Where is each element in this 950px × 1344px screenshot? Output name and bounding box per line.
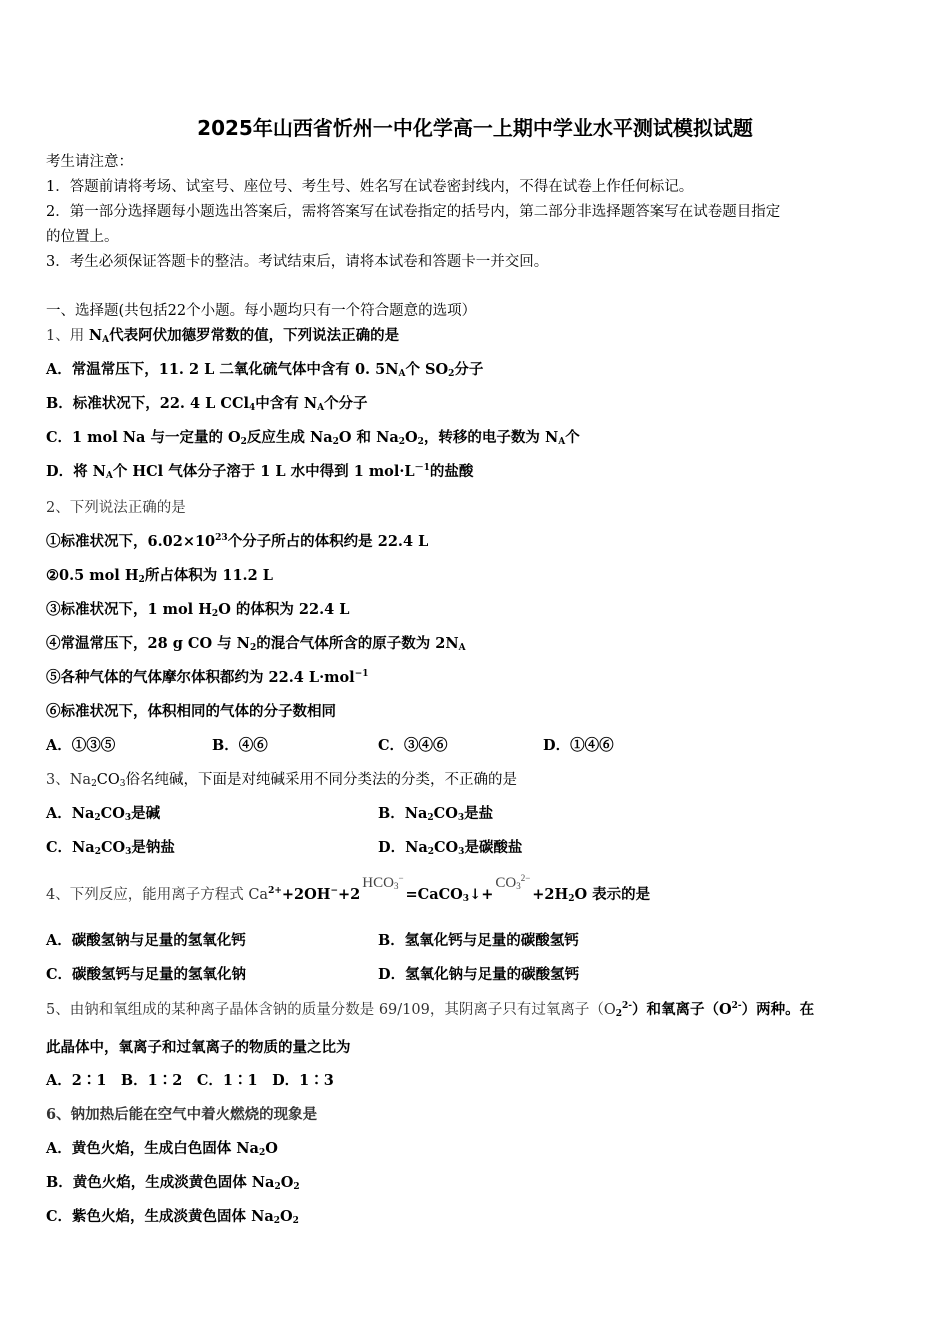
question-6-option-b: B．黄色火焰，生成淡黄色固体 $Na_2O_2$ <box>46 1174 300 1192</box>
question-2-statement-1: ①标准状况下，$6.02\times 10^{23}$个分子所占的体积约是 22.4 L <box>46 533 429 550</box>
question-6-stem: 6、钠加热后能在空气中着火燃烧的现象是 <box>46 1106 318 1123</box>
question-6-option-c: C．紫色火焰，生成淡黄色固体 $Na_2O_2$ <box>46 1208 299 1226</box>
question-2-statement-4: ④常温常压下，28 g CO 与 $N_2$的混合气体所含的原子数为 $2N_A$ <box>46 635 466 653</box>
notice-item-3: 3．考生必须保证答题卡的整洁。考试结束后，请将本试卷和答题卡一并交回。 <box>46 254 549 270</box>
question-1-option-b: B．标准状况下，22. 4 L CCl$_4$中含有 $N_A$个分子 <box>46 395 368 413</box>
question-2-option-a: A．①③⑤ <box>46 737 116 754</box>
carbonate-ion-formula: $CO_3^{2-}$ <box>495 873 531 891</box>
section-heading: 一、选择题(共包括22个小题。每小题均只有一个符合题意的选项） <box>46 303 477 319</box>
question-5-stem-line-2: 此晶体中，氧离子和过氧离子的物质的量之比为 <box>46 1039 351 1056</box>
question-2-stem: 2、下列说法正确的是 <box>46 500 186 516</box>
question-2-option-d: D．①④⑥ <box>543 737 614 754</box>
question-3-option-d: D．$Na_2CO_3$是碳酸盐 <box>378 839 523 857</box>
question-1-stem: 1、用 $N_A$代表阿伏加德罗常数的值，下列说法正确的是 <box>46 327 400 345</box>
question-1-option-c: C．1 mol Na 与一定量的 $O_2$反应生成 $Na_2O$ 和 $Na_2O_2$，转移的电子数为 $N_A$个 <box>46 429 580 447</box>
question-5-stem-line-1: 5、由钠和氧组成的某种离子晶体含钠的质量分数是 69/109，其阴离子只有过氧离子$(O_2^{2-})$和氧离子$(O^{2-})$两种。在 <box>46 1001 815 1019</box>
question-4-option-c: C．碳酸氢钙与足量的氢氧化钠 <box>46 966 247 983</box>
question-6-option-a: A．黄色火焰，生成白色固体 $Na_2O$ <box>46 1140 278 1158</box>
question-4-stem: 4、下列反应，能用离子方程式 $Ca^{2+}+2OH^-+2HCO_3^-=CaCO_3↓+CO_3^{2-}+2H_2O$ 表示的是 <box>46 873 651 904</box>
question-4-option-d: D．氢氧化钠与足量的碳酸氢钙 <box>378 966 580 983</box>
notice-item-2-cont: 的位置上。 <box>46 229 119 245</box>
question-2-statement-5: ⑤各种气体的气体摩尔体积都约为 22.4 L·mol$^{-1}$ <box>46 669 369 686</box>
question-2-statement-6: ⑥标准状况下，体积相同的气体的分子数相同 <box>46 703 336 720</box>
bicarbonate-ion-formula: $HCO_3^-$ <box>362 873 404 891</box>
question-2-statement-2: ②0.5 mol $H_2$所占体积为 11.2 L <box>46 567 273 585</box>
question-3-option-c: C．$Na_2CO_3$是钠盐 <box>46 839 175 857</box>
question-3-stem: 3、$Na_2CO_3$俗名纯碱，下面是对纯碱采用不同分类法的分类，不正确的是 <box>46 772 518 789</box>
notice-item-1: 1．答题前请将考场、试室号、座位号、考生号、姓名写在试卷密封线内，不得在试卷上作任何标记。 <box>46 179 694 195</box>
question-2-option-c: C．③④⑥ <box>378 737 448 754</box>
question-1-option-a: A．常温常压下，11. 2 L 二氧化硫气体中含有 0. $5N_A$个 $SO_2$分子 <box>46 361 484 379</box>
question-4-option-a: A．碳酸氢钠与足量的氢氧化钙 <box>46 932 246 949</box>
question-4-option-b: B．氢氧化钙与足量的碳酸氢钙 <box>378 932 579 949</box>
notice-item-2: 2．第一部分选择题每小题选出答案后，需将答案写在试卷指定的括号内，第二部分非选择题答案写在试卷题目指定 <box>46 204 781 220</box>
question-3-option-b: B．$Na_2CO_3$是盐 <box>378 805 494 823</box>
page-title: 2025年山西省忻州一中化学高一上期中学业水平测试模拟试题 <box>197 116 753 140</box>
question-5-options: A．2∶1 B．1∶2 C．1∶1 D．1∶3 <box>46 1072 334 1089</box>
question-3-option-a: A．$Na_2CO_3$是碱 <box>46 805 161 823</box>
question-2-option-b: B．④⑥ <box>212 737 268 754</box>
question-1-option-d: D．将 $N_A$个 HCl 气体分子溶于 1 L 水中得到 1 $mol\cdot L^{-1}$的盐酸 <box>46 463 474 481</box>
notice-heading: 考生请注意： <box>46 154 133 170</box>
question-2-statement-3: ③标准状况下，1 mol $H_2O$ 的体积为 22.4 L <box>46 601 350 619</box>
